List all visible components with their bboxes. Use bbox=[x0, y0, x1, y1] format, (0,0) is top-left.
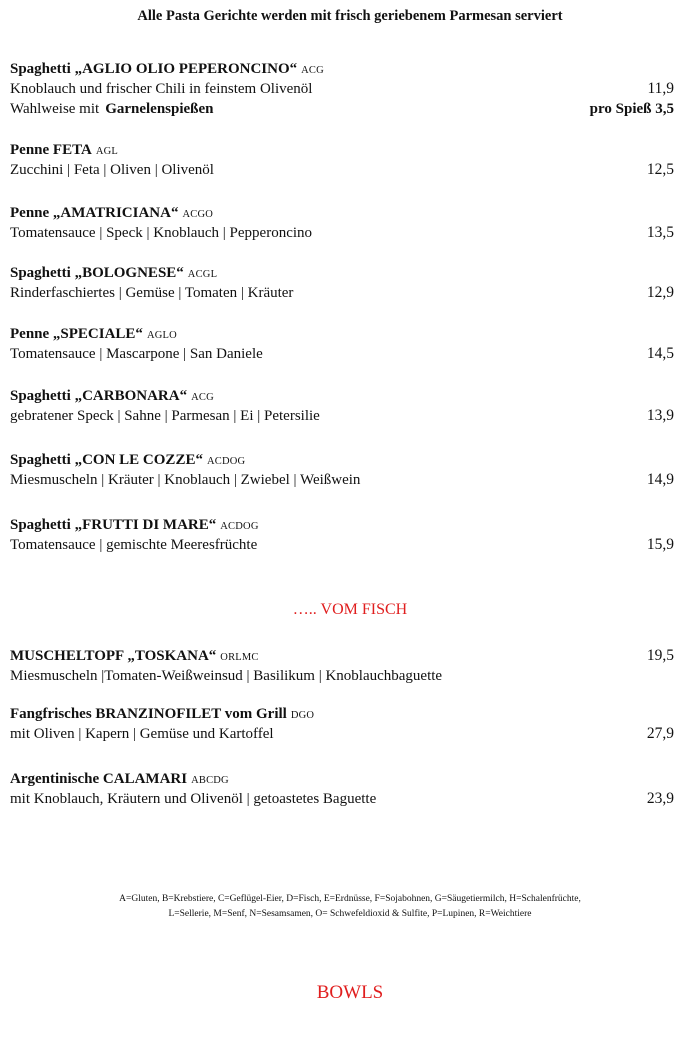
item-title-line bbox=[10, 646, 674, 666]
item-description: Miesmuscheln |Tomaten-Weißweinsud | Basilikum | Knoblauchbaguette bbox=[10, 668, 443, 684]
item-name: Spaghetti „AGLIO OLIO PEPERONCINO“ bbox=[10, 61, 298, 77]
item-title-line bbox=[10, 450, 674, 470]
item-description: mit Oliven | Kapern | Gemüse und Kartoffel bbox=[10, 726, 274, 742]
menu-item-frutti-di-mare bbox=[10, 515, 674, 555]
item-option-line bbox=[10, 99, 674, 119]
allergen-legend bbox=[0, 892, 700, 922]
item-price: 11,9 bbox=[647, 80, 674, 97]
item-desc-line bbox=[10, 724, 674, 744]
item-desc-line bbox=[10, 789, 674, 809]
item-allergens: ACGL bbox=[187, 269, 218, 280]
section-heading-vom-fisch: ….. VOM FISCH bbox=[292, 601, 408, 618]
item-name: Fangfrisches BRANZINOFILET vom Grill bbox=[10, 706, 287, 722]
item-description: Tomatensauce | Mascarpone | San Daniele bbox=[10, 346, 263, 362]
item-desc-line bbox=[10, 666, 674, 686]
item-desc-line bbox=[10, 223, 674, 243]
item-allergens: ORLMC bbox=[220, 652, 259, 663]
item-allergens: ACG bbox=[191, 392, 214, 403]
menu-item-bolognese bbox=[10, 263, 674, 303]
item-description: Miesmuscheln | Kräuter | Knoblauch | Zwiebel | Weißwein bbox=[10, 472, 361, 488]
menu-item-carbonara bbox=[10, 386, 674, 426]
item-title-line bbox=[10, 386, 674, 406]
menu-item-amatriciana bbox=[10, 203, 674, 243]
item-title-line bbox=[10, 203, 674, 223]
item-desc-line bbox=[10, 344, 674, 364]
item-price: 14,9 bbox=[646, 471, 674, 488]
item-allergens: AGL bbox=[95, 146, 118, 157]
item-allergens: ACDOG bbox=[220, 521, 259, 532]
item-name: Spaghetti „CON LE COZZE“ bbox=[10, 452, 203, 468]
item-name: Penne „AMATRICIANA“ bbox=[10, 205, 179, 221]
item-price: 27,9 bbox=[646, 725, 674, 742]
option-label: Wahlweise mit bbox=[10, 101, 100, 117]
section-heading-bowls: BOWLS bbox=[316, 982, 384, 1003]
item-description: gebratener Speck | Sahne | Parmesan | Ei | Petersilie bbox=[10, 408, 320, 424]
menu-item-calamari bbox=[10, 769, 674, 809]
item-description: Rinderfaschiertes | Gemüse | Tomaten | Kräuter bbox=[10, 285, 294, 301]
item-description: Knoblauch und frischer Chili in feinstem Olivenöl bbox=[10, 81, 313, 97]
item-title-line bbox=[10, 324, 674, 344]
item-description: mit Knoblauch, Kräutern und Olivenöl | getoastetes Baguette bbox=[10, 791, 377, 807]
item-name: MUSCHELTOPF „TOSKANA“ bbox=[10, 648, 217, 664]
item-allergens: ABCDG bbox=[191, 775, 229, 786]
item-name: Penne „SPECIALE“ bbox=[10, 326, 143, 342]
item-name: Penne FETA bbox=[10, 142, 92, 158]
item-desc-line bbox=[10, 406, 674, 426]
item-description: Zucchini | Feta | Oliven | Olivenöl bbox=[10, 162, 214, 178]
item-title-line bbox=[10, 263, 674, 283]
item-title-line bbox=[10, 704, 674, 724]
menu-item-speciale bbox=[10, 324, 674, 364]
option-item: Garnelenspießen bbox=[105, 101, 214, 117]
item-price: 13,9 bbox=[646, 407, 674, 424]
item-title-line bbox=[10, 140, 674, 160]
item-allergens: ACDOG bbox=[206, 456, 246, 467]
header-note: Alle Pasta Gerichte werden mit frisch geriebenem Parmesan serviert bbox=[137, 8, 563, 24]
menu-item-branzinofilet bbox=[10, 704, 674, 744]
item-name: Argentinische CALAMARI bbox=[10, 771, 188, 787]
item-name: Spaghetti „BOLOGNESE“ bbox=[10, 265, 184, 281]
item-price: 19,5 bbox=[646, 647, 674, 664]
item-desc-line bbox=[10, 283, 674, 303]
item-allergens: ACGO bbox=[182, 209, 214, 220]
item-desc-line bbox=[10, 535, 674, 555]
item-price: 14,5 bbox=[646, 345, 674, 362]
item-allergens: DGO bbox=[290, 710, 315, 721]
item-desc-line bbox=[10, 79, 674, 99]
item-desc-line bbox=[10, 160, 674, 180]
item-title-line bbox=[10, 59, 674, 79]
allergen-legend-line-1: A=Gluten, B=Krebstiere, C=Geflügel-Eier, D=Fisch, E=Erdnüsse, F=Sojabohnen, G=Säugetiermilch, H=Schalenfrüchte, bbox=[119, 894, 581, 904]
item-desc-line bbox=[10, 470, 674, 490]
item-price: 13,5 bbox=[646, 224, 674, 241]
item-price: 12,5 bbox=[646, 161, 674, 178]
item-price: 15,9 bbox=[646, 536, 674, 553]
item-description: Tomatensauce | Speck | Knoblauch | Pepperoncino bbox=[10, 225, 313, 241]
item-description: Tomatensauce | gemischte Meeresfrüchte bbox=[10, 537, 258, 553]
item-allergens: AGLO bbox=[146, 330, 177, 341]
item-name: Spaghetti „CARBONARA“ bbox=[10, 388, 188, 404]
item-allergens: ACG bbox=[301, 65, 324, 76]
item-title-line bbox=[10, 769, 674, 789]
item-price: 23,9 bbox=[646, 790, 674, 807]
item-title-line bbox=[10, 515, 674, 535]
menu-item-con-le-cozze bbox=[10, 450, 674, 490]
menu-item-muscheltopf bbox=[10, 646, 674, 686]
option-price: pro Spieß 3,5 bbox=[589, 101, 674, 117]
menu-item-aglio-olio bbox=[10, 59, 674, 119]
allergen-legend-line-2: L=Sellerie, M=Senf, N=Sesamsamen, O= Schwefeldioxid & Sulfite, P=Lupinen, R=Weichtiere bbox=[168, 909, 532, 919]
item-price: 12,9 bbox=[646, 284, 674, 301]
menu-item-penne-feta bbox=[10, 140, 674, 180]
item-name: Spaghetti „FRUTTI DI MARE“ bbox=[10, 517, 217, 533]
